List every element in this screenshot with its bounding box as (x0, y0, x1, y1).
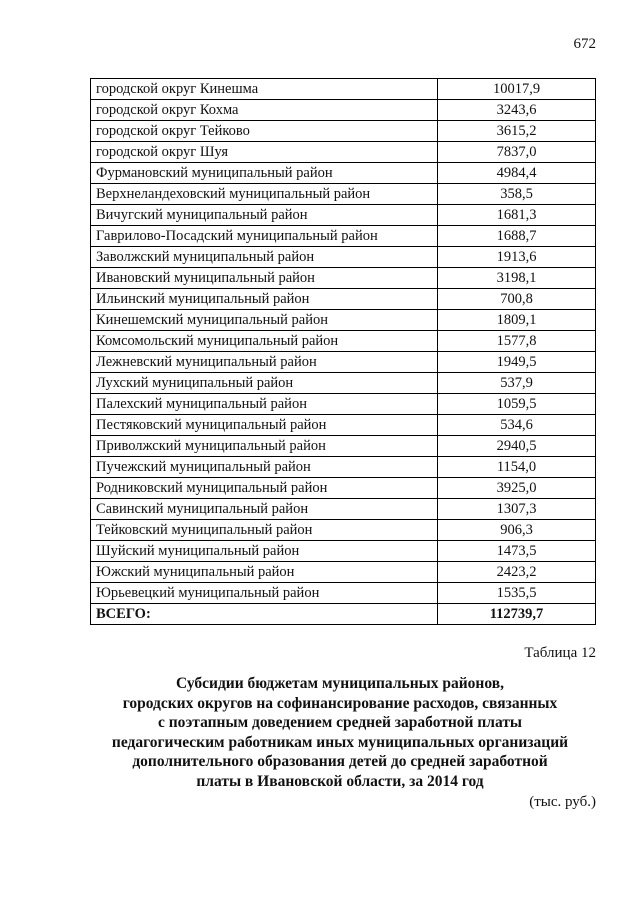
table-row (91, 436, 596, 457)
row-name: Ивановский муниципальный район (91, 268, 438, 289)
row-name: городской округ Кохма (91, 100, 438, 121)
total-row (91, 604, 596, 625)
row-value: 1688,7 (438, 226, 596, 247)
table-body (91, 79, 596, 625)
row-value: 537,9 (438, 373, 596, 394)
row-value: 1809,1 (438, 310, 596, 331)
row-value: 1059,5 (438, 394, 596, 415)
row-name: Лухский муниципальный район (91, 373, 438, 394)
row-name: Фурмановский муниципальный район (91, 163, 438, 184)
caption-line: городских округов на софинансирование расходов, связанных (122, 694, 558, 712)
row-name: Верхнеландеховский муниципальный район (91, 184, 438, 205)
row-name: Комсомольский муниципальный район (91, 331, 438, 352)
row-name: Южский муниципальный район (91, 562, 438, 583)
row-value: 1154,0 (438, 457, 596, 478)
table-row (91, 310, 596, 331)
row-value: 2940,5 (438, 436, 596, 457)
table-row (91, 268, 596, 289)
total-label: ВСЕГО: (91, 604, 438, 625)
row-name: Пучежский муниципальный район (91, 457, 438, 478)
row-value: 1913,6 (438, 247, 596, 268)
table-row (91, 415, 596, 436)
total-value: 112739,7 (438, 604, 596, 625)
table-row (91, 289, 596, 310)
row-value: 700,8 (438, 289, 596, 310)
row-name: Родниковский муниципальный район (91, 478, 438, 499)
caption-line: с поэтапным доведением средней заработной платы (157, 714, 523, 731)
row-value: 2423,2 (438, 562, 596, 583)
caption-line: педагогическим работникам иных муниципальных организаций (111, 733, 569, 751)
row-value: 3243,6 (438, 100, 596, 121)
row-name: Лежневский муниципальный район (91, 352, 438, 373)
row-name: Приволжский муниципальный район (91, 436, 438, 457)
row-name: Пестяковский муниципальный район (91, 415, 438, 436)
table-caption (60, 674, 620, 791)
row-name: Гаврилово-Посадский муниципальный район (91, 226, 438, 247)
table-row (91, 373, 596, 394)
table-row (91, 499, 596, 520)
table-row (91, 247, 596, 268)
row-name: Вичугский муниципальный район (91, 205, 438, 226)
table-row (91, 205, 596, 226)
table-row (91, 394, 596, 415)
table-row (91, 331, 596, 352)
table-row (91, 562, 596, 583)
row-value: 4984,4 (438, 163, 596, 184)
row-name: городской округ Шуя (91, 142, 438, 163)
table-row (91, 583, 596, 604)
row-value: 1307,3 (438, 499, 596, 520)
table-row (91, 79, 596, 100)
subsidy-table (90, 78, 596, 625)
row-name: городской округ Тейково (91, 121, 438, 142)
row-value: 906,3 (438, 520, 596, 541)
table-row (91, 142, 596, 163)
row-value: 3198,1 (438, 268, 596, 289)
row-value: 1535,5 (438, 583, 596, 604)
row-name: Юрьевецкий муниципальный район (91, 583, 438, 604)
page-number: 672 (573, 36, 596, 52)
table-row (91, 226, 596, 247)
table-row (91, 478, 596, 499)
table-row (91, 541, 596, 562)
row-name: городской округ Кинешма (91, 79, 438, 100)
caption-line: платы в Ивановской области, за 2014 год (196, 772, 484, 790)
row-name: Ильинский муниципальный район (91, 289, 438, 310)
row-value: 534,6 (438, 415, 596, 436)
row-value: 1577,8 (438, 331, 596, 352)
row-value: 10017,9 (438, 79, 596, 100)
caption-line: Субсидии бюджетам муниципальных районов, (176, 675, 504, 692)
row-value: 358,5 (438, 184, 596, 205)
table-row (91, 163, 596, 184)
row-value: 3925,0 (438, 478, 596, 499)
row-value: 3615,2 (438, 121, 596, 142)
table-row (91, 100, 596, 121)
row-value: 1949,5 (438, 352, 596, 373)
table-row (91, 184, 596, 205)
row-name: Шуйский муниципальный район (91, 541, 438, 562)
row-name: Заволжский муниципальный район (91, 247, 438, 268)
units-note: (тыс. руб.) (529, 794, 596, 810)
row-name: Савинский муниципальный район (91, 499, 438, 520)
row-value: 1473,5 (438, 541, 596, 562)
row-value: 1681,3 (438, 205, 596, 226)
row-name: Тейковский муниципальный район (91, 520, 438, 541)
table-row (91, 520, 596, 541)
table-row (91, 121, 596, 142)
row-value: 7837,0 (438, 142, 596, 163)
row-name: Кинешемский муниципальный район (91, 310, 438, 331)
table-row (91, 352, 596, 373)
table-label: Таблица 12 (524, 645, 596, 661)
caption-line: дополнительного образования детей до средней заработной (132, 753, 548, 770)
row-name: Палехский муниципальный район (91, 394, 438, 415)
table-row (91, 457, 596, 478)
